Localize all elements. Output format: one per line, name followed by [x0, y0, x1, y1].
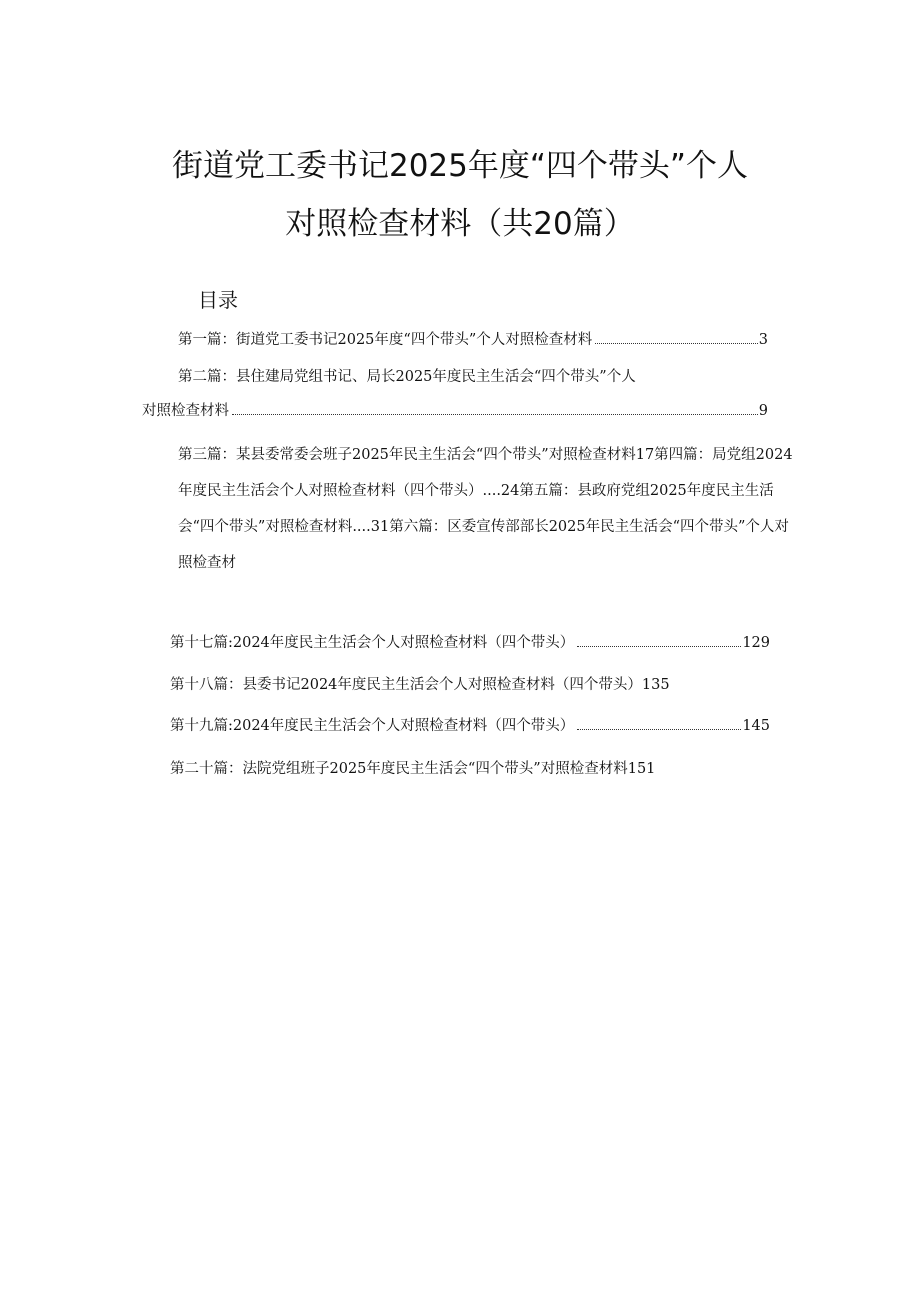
- document-title-line-2: 对照检查材料（共20篇）: [285, 206, 635, 242]
- dot-leader: [595, 342, 758, 344]
- toc-entry-label: 第十九篇:2024年度民主生活会个人对照检查材料（四个带头）: [170, 718, 575, 734]
- dot-leader: [577, 728, 741, 730]
- toc-entry-page: 145: [742, 718, 770, 734]
- toc-merged-entries-3-6[interactable]: 第三篇：某县委常委会班子2025年民主生活会“四个带头”对照检查材料17第四篇：局党组2024年度民主生活会个人对照检查材料（四个带头）....24第五篇：县政府党组2025年度民主生活会“四个带头”对照检查材料....31第六篇：区委宣传部部长2025年民主生活会“四个带头”个人对照检查材: [178, 447, 793, 571]
- toc-entry-label: 第一篇：街道党工委书记2025年度“四个带头”个人对照检查材料: [178, 332, 593, 348]
- toc-entry-1[interactable]: [178, 330, 768, 350]
- document-title-line-1: 街道党工委书记2025年度“四个带头”个人: [171, 148, 748, 184]
- toc-entry-2-line-1[interactable]: 第二篇：县住建局党组书记、局长2025年度民主生活会“四个带头”个人: [178, 369, 636, 385]
- toc-entry-page: 129: [742, 635, 770, 651]
- toc-entry-18[interactable]: 第十八篇：县委书记2024年度民主生活会个人对照检查材料（四个带头）135: [170, 677, 670, 693]
- toc-entry-label: 对照检查材料: [142, 403, 229, 419]
- dot-leader: [577, 645, 741, 647]
- toc-heading: 目录: [198, 288, 238, 312]
- toc-entry-2-line-2[interactable]: [142, 401, 768, 421]
- toc-entry-page: 9: [758, 403, 768, 419]
- toc-entry-label: 第十七篇:2024年度民主生活会个人对照检查材料（四个带头）: [170, 635, 575, 651]
- toc-entry-20[interactable]: 第二十篇：法院党组班子2025年度民主生活会“四个带头”对照检查材料151: [170, 761, 656, 777]
- dot-leader: [232, 413, 758, 415]
- toc-entry-19[interactable]: [170, 716, 770, 736]
- toc-entry-page: 3: [758, 332, 768, 348]
- toc-entry-17[interactable]: [170, 633, 770, 653]
